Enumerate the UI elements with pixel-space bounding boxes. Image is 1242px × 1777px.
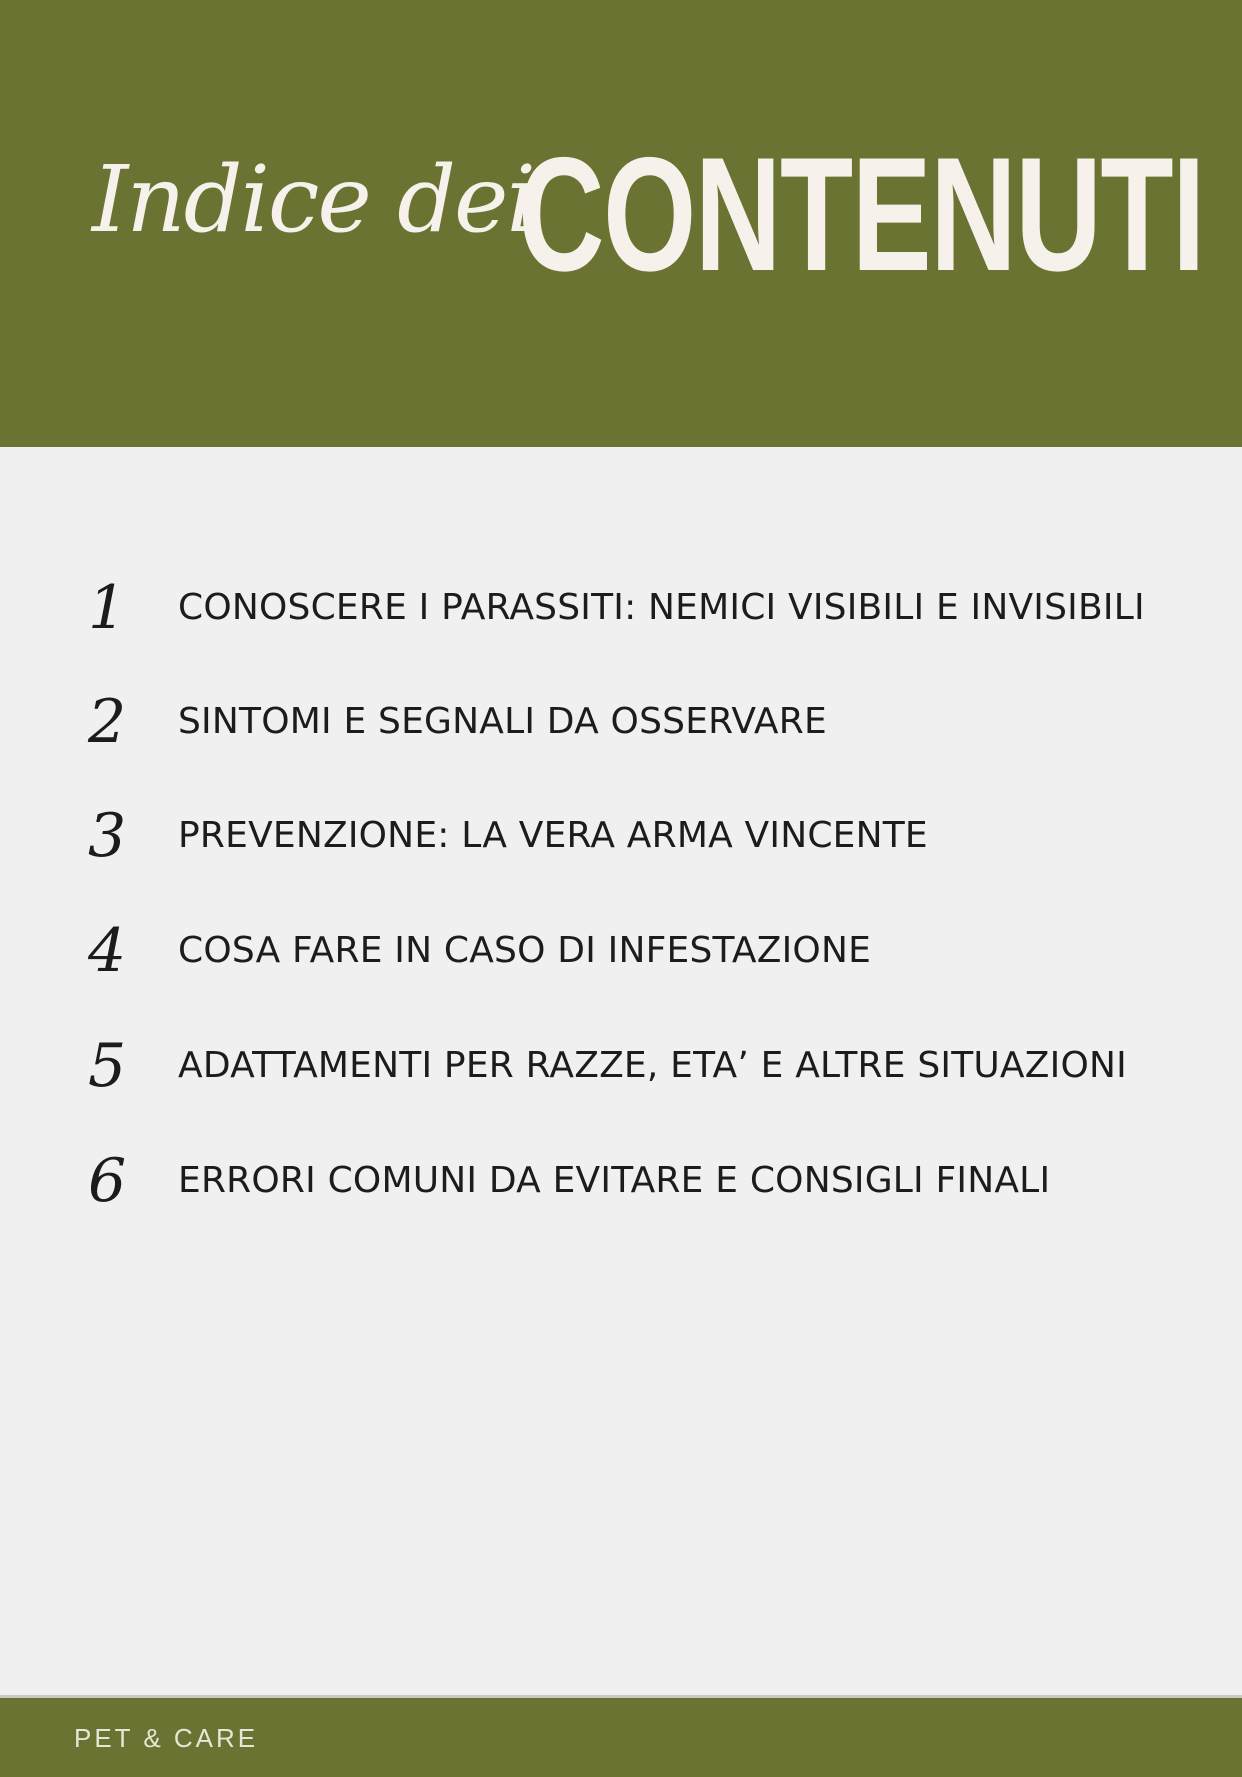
title-script: Indice dei <box>92 146 534 253</box>
toc-item-number: 5 <box>88 1031 127 1101</box>
footer-bar <box>0 1698 1242 1777</box>
toc-item-number: 2 <box>88 687 127 757</box>
toc-item-label: SINTOMI E SEGNALI DA OSSERVARE <box>178 701 827 742</box>
toc-item-5[interactable] <box>88 1026 1238 1106</box>
toc-item-4[interactable] <box>88 911 1238 991</box>
toc-item-label: PREVENZIONE: LA VERA ARMA VINCENTE <box>178 815 928 856</box>
toc-item-label: ERRORI COMUNI DA EVITARE E CONSIGLI FINALI <box>178 1160 1051 1201</box>
toc-item-3[interactable] <box>88 796 1238 876</box>
toc-item-label: COSA FARE IN CASO DI INFESTAZIONE <box>178 930 872 971</box>
header-banner <box>0 0 1242 447</box>
toc-item-number: 1 <box>88 573 127 643</box>
toc-item-label: ADATTAMENTI PER RAZZE, ETA’ E ALTRE SITUAZIONI <box>178 1045 1127 1086</box>
toc-item-label: CONOSCERE I PARASSITI: NEMICI VISIBILI E INVISIBILI <box>178 587 1145 628</box>
title-bold: CONTENUTI <box>518 124 1204 305</box>
toc-item-number: 6 <box>88 1146 127 1216</box>
toc-item-6[interactable] <box>88 1141 1238 1221</box>
toc-item-number: 3 <box>88 801 127 871</box>
toc-item-1[interactable] <box>88 568 1238 648</box>
footer-brand: PET & CARE <box>74 1723 259 1753</box>
toc-item-2[interactable] <box>88 682 1238 762</box>
toc-item-number: 4 <box>88 916 127 986</box>
